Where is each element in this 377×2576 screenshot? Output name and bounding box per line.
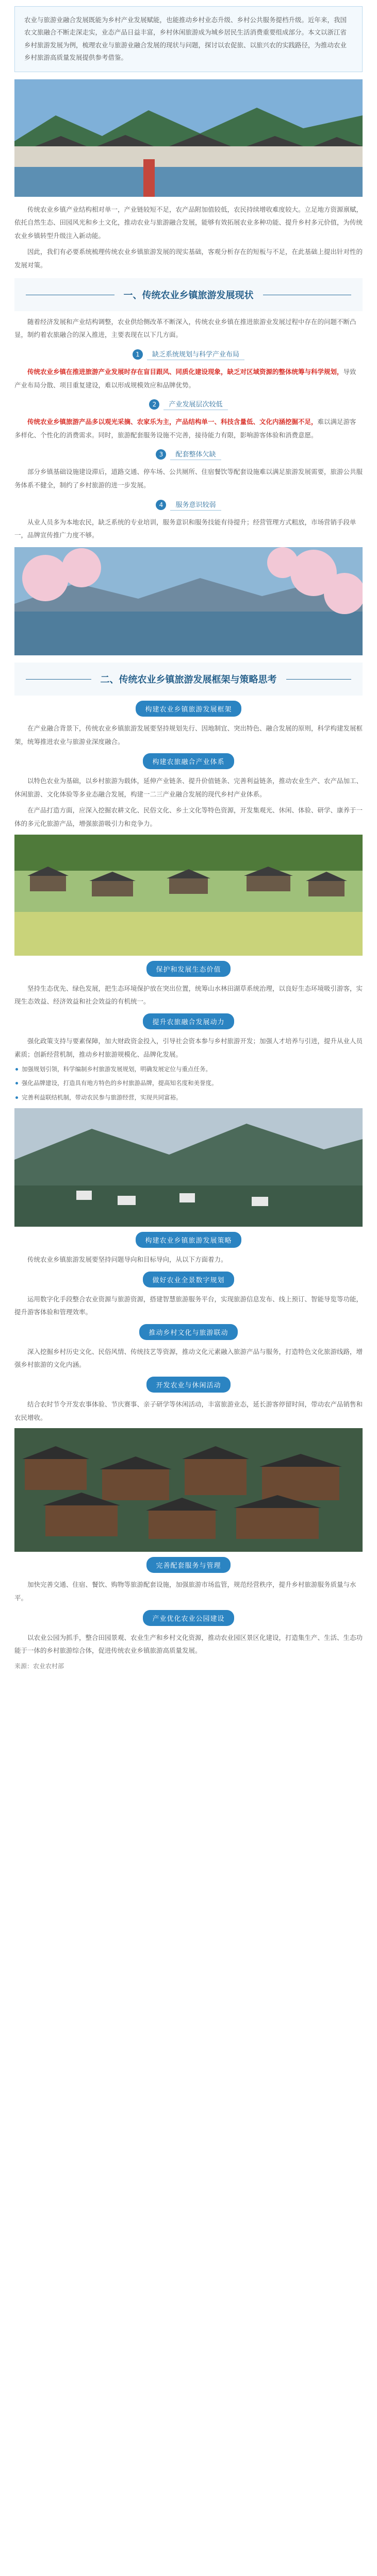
s1-num-4: 4: [156, 500, 166, 510]
s2-pill-2: [0, 753, 377, 769]
s1-h1: 缺乏系统规划与科学产业布局: [147, 349, 244, 360]
s1-h4: 服务意识较弱: [170, 499, 221, 511]
s2-pill9-label: 完善配套服务与管理: [146, 1557, 230, 1573]
s2-t9: 结合农时节令开发农事体验、节庆赛事、亲子研学等休闲活动，丰富旅游业态，延长游客停留时间，带动农产品销售和农民增收。: [14, 1400, 363, 1421]
section2-title: 二、传统农业乡镇旅游发展框架与策略思考: [91, 672, 286, 686]
s2-t3: 在产品打造方面，应深入挖掘农耕文化、民俗文化、乡土文化等特色资源，开发集观光、休闲、体验、研学、康养于一体的多元化旅游产品，增强旅游吸引力和竞争力。: [14, 806, 363, 827]
mountain-scene-svg: [14, 1108, 363, 1227]
s2-pill1-label: 构建农业乡镇旅游发展框架: [136, 701, 241, 717]
para1-p1: 传统农业乡镇产业结构相对单一，产业链较短不足，农产品附加值较低，农民持续增收难度较大。立足地方资源禀赋，依托自然生态、田园风光和乡土文化，推动农业与旅游融合发展，能够有效拓展农业多种功能、提升乡村多元价值，为传统农业乡镇转型升级注入新动能。: [14, 205, 363, 240]
s2-t4: 坚持生态优先、绿色发展，把生态环境保护放在突出位置，统筹山水林田湖草系统治理，以良好生态环境吸引游客，实现生态效益、经济效益和社会效益的有机统一。: [14, 984, 363, 1006]
s2-t7: 运用数字化手段整合农业资源与旅游资源，搭建智慧旅游服务平台，实现旅游信息发布、线上预订、智能导览等功能，提升游客体验和管理效率。: [14, 1295, 363, 1316]
s2-para-8: [14, 1398, 363, 1424]
s1-t3: 部分乡镇基础设施建设滞后，道路交通、停车场、公共厕所、住宿餐饮等配套设施难以满足旅游发展需要，旅游公共服务体系不健全，制约了乡村旅游的进一步发展。: [14, 468, 363, 489]
source-note: 来源：农业农村部: [14, 1662, 64, 1670]
s2-bullet-list: [14, 1064, 363, 1103]
s2-t8: 深入挖掘乡村历史文化、民俗风情、传统技艺等资源，推动文化元素融入旅游产品与服务，打造特色文化旅游线路，增强乡村旅游的文化内涵。: [14, 1347, 363, 1369]
para1: [14, 203, 363, 272]
s1-h2: 产业发展层次较低: [163, 399, 227, 410]
s1-para-3: [14, 465, 363, 492]
s2-pill-7: [0, 1324, 377, 1340]
s2-para-5: [14, 1253, 363, 1266]
s2-pill4-label: 提升农旅融合发展动力: [143, 1013, 234, 1029]
s2-para-9: [14, 1578, 363, 1604]
s2-pill3-label: 保护和发展生态价值: [146, 961, 230, 977]
s1-subhead-1: [0, 349, 377, 360]
s2-pill-9: [0, 1557, 377, 1573]
blossom-lake-image: [14, 547, 363, 655]
s2-pill7-label: 推动乡村文化与旅游联动: [139, 1324, 237, 1340]
s1-t1c: 导致产业布局分散、项目重复建设，难以形成规模效应和品牌优势。: [14, 367, 356, 389]
section1-header: [14, 278, 363, 311]
s1-t2a: 传统农业乡镇旅游产品多以观光采摘、农家乐为主，: [27, 418, 176, 426]
s2-pill5-label: 构建农业乡镇旅游发展策略: [136, 1232, 241, 1248]
s2-bullet-2: 强化品牌建设，打造具有地方特色的乡村旅游品牌，提高知名度和美誉度。: [14, 1078, 363, 1089]
mountain-town-image: [14, 1108, 363, 1227]
s2-pill-6: [0, 1272, 377, 1287]
intro-box: [14, 6, 363, 72]
s2-para-6: [14, 1293, 363, 1319]
village-field-image: [14, 835, 363, 956]
s2-pill8-label: 开发农业与休闲活动: [146, 1377, 230, 1393]
s1-t2b: 产品结构单一、科技含量低、文化内涵挖掘不足，: [175, 418, 318, 426]
stilt-scene-svg: [14, 1428, 363, 1552]
s1-h3: 配套整体欠缺: [170, 449, 221, 460]
s2-para-10: [14, 1631, 363, 1657]
s2-pill-3: [0, 961, 377, 977]
s2-pill10-label: 产业优化农业公园建设: [143, 1610, 234, 1626]
s1-num-1: 1: [133, 349, 143, 360]
field-scene-svg: [14, 835, 363, 956]
s1-subhead-3: [0, 449, 377, 460]
blossom-scene-svg: [14, 547, 363, 655]
s2-t6: 传统农业乡镇旅游发展要坚持问题导向和目标导向，从以下方面着力。: [27, 1255, 227, 1263]
s2-pill6-label: 做好农业全景数字规划: [143, 1272, 234, 1287]
s2-pill-4: [0, 1013, 377, 1029]
s2-pill-8: [0, 1377, 377, 1393]
s2-pill-10: [0, 1610, 377, 1626]
s1-subhead-4: [0, 499, 377, 511]
s1-lead-text: 随着经济发展和产业结构调整，农业供给侧改革不断深入，传统农业乡镇在推进旅游业发展过程中存在的问题不断凸显，制约着农旅融合的深入推进，主要表现在以下几方面。: [14, 317, 356, 339]
s2-bullet-3: 完善利益联结机制，带动农民参与旅游经营，实现共同富裕。: [14, 1092, 363, 1103]
s1-para-1: [14, 365, 363, 392]
s1-t2c: 难以满足游客多样化、个性化的消费需求。同时，旅游配套服务设施不完善，接待能力有限，影响游客体验和消费意愿。: [14, 418, 356, 439]
stilt-village-image: [14, 1428, 363, 1552]
s1-para-4: [14, 516, 363, 542]
section1-title: 一、传统农业乡镇旅游发展现状: [114, 288, 263, 301]
s1-t1b: 缺乏对区域资源的整体统筹与科学规划，: [227, 367, 343, 376]
s1-lead: [14, 315, 363, 342]
s2-para-1: [14, 722, 363, 748]
s1-subhead-2: [0, 399, 377, 410]
s2-t5: 强化政策支持与要素保障，加大财政资金投入，引导社会资本参与乡村旅游开发；加强人才培养与引进，提升从业人员素质；创新经营机制，推动乡村旅游规模化、品牌化发展。: [14, 1037, 363, 1058]
s2-t1: 在产业融合背景下，传统农业乡镇旅游发展要坚持规划先行、因地制宜、突出特色、融合发展的原则，科学构建发展框架，统筹推进农业与旅游业深度融合。: [14, 724, 363, 745]
s1-num-3: 3: [156, 449, 166, 460]
section2-header: [14, 663, 363, 696]
s2-para-3: [14, 982, 363, 1008]
s2-t2: 以特色农业为基础，以乡村旅游为载体，延伸产业链条、提升价值链条、完善利益链条，推动农业生产、农产品加工、休闲旅游、文化体验等多业态融合发展，构建一二三产业融合发展的现代乡村产业体系。: [14, 777, 363, 798]
s2-t11: 以农业公园为抓手，整合田园景观、农业生产和乡村文化资源，推动农业园区景区化建设，打造集生产、生活、生态功能于一体的乡村旅游综合体，促进传统农业乡镇旅游高质量发展。: [14, 1633, 363, 1655]
s2-pill2-label: 构建农旅融合产业体系: [143, 753, 234, 769]
s2-pill-1: [0, 701, 377, 717]
hero-village-image: [14, 79, 363, 197]
para1-p2: 因此，我们有必要系统梳理传统农业乡镇旅游发展的现实基础，客观分析存在的短板与不足，在此基础上提出针对性的发展对策。: [14, 248, 363, 269]
s2-bullet-1: 加强规划引领，科学编制乡村旅游发展规划，明确发展定位与重点任务。: [14, 1064, 363, 1075]
s2-para-7: [14, 1345, 363, 1371]
s1-t1a: 传统农业乡镇在推进旅游产业发展时存在盲目跟风、同质化建设现象，: [27, 367, 227, 376]
s1-para-2: [14, 415, 363, 442]
s2-para-4: [14, 1035, 363, 1061]
s2-t10: 加快完善交通、住宿、餐饮、购物等旅游配套设施，加强旅游市场监管，规范经营秩序，提升乡村旅游服务质量与水平。: [14, 1581, 356, 1602]
s1-num-2: 2: [149, 399, 159, 410]
village-scene-svg: [14, 79, 363, 197]
s1-t4: 从业人员多为本地农民，缺乏系统的专业培训，服务意识和服务技能有待提升；经营管理方式粗放，市场营销手段单一，品牌宣传推广力度不够。: [14, 518, 356, 539]
s2-pill-5: [0, 1232, 377, 1248]
intro-text: 农业与旅游业融合发展既能为乡村产业发展赋能，也能推动乡村业态升级、乡村公共服务提档升级。近年来，我国农文旅融合不断走深走实，业态产品日益丰富，乡村休闲旅游成为城乡居民生活消费重要组成部分。本文以浙江省乡村旅游发展为例，梳理农业与旅游业融合发展的现状与问题，探讨以农促旅、以旅兴农的实践路径，为推动农业乡村旅游高质量发展提供参考借鉴。: [24, 16, 347, 62]
s2-para-2: [14, 774, 363, 831]
